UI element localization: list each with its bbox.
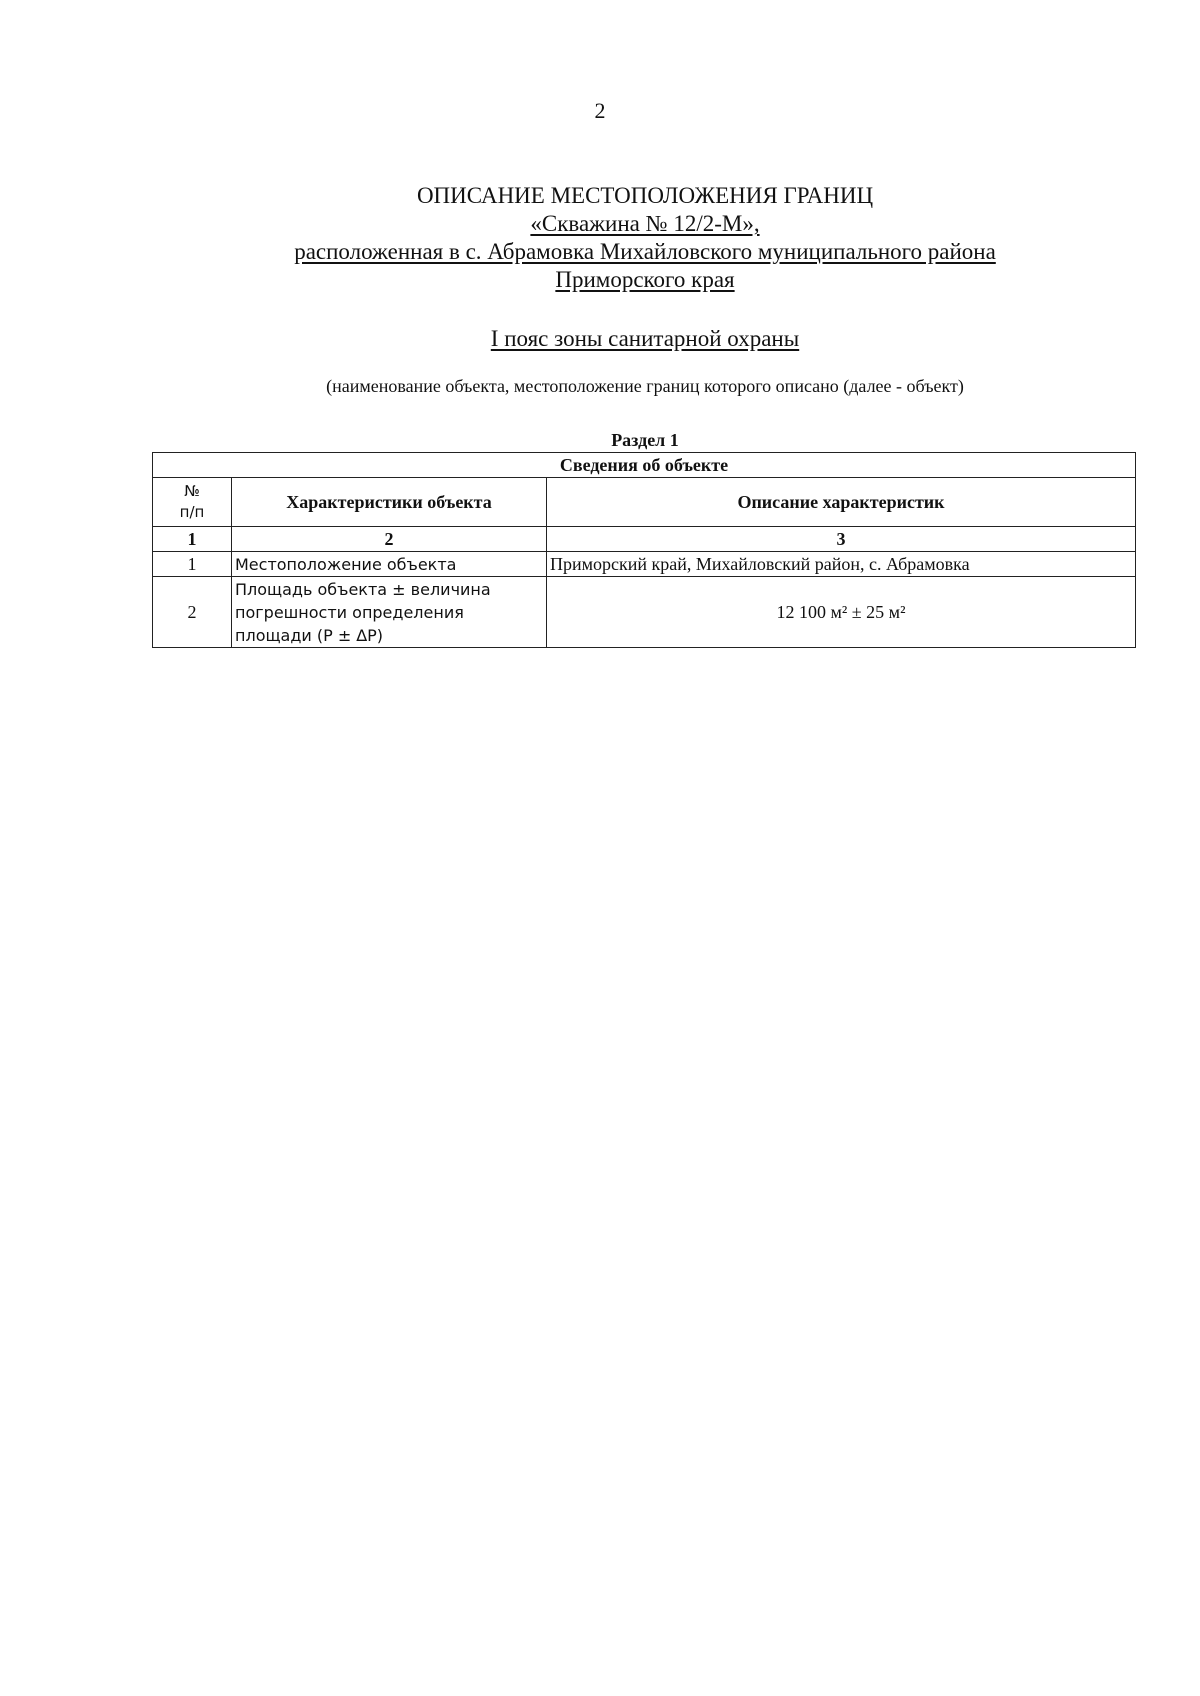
header-description: Описание характеристик [547, 478, 1136, 527]
object-info-table [152, 452, 1136, 648]
header-number [153, 478, 232, 527]
row-2-characteristic [232, 577, 547, 648]
object-location: расположенная в с. Абрамовка Михайловского муниципального района [294, 239, 996, 264]
document-title [150, 182, 1140, 294]
object-name: «Скважина № 12/2-М», [530, 211, 760, 236]
object-caption: (наименование объекта, местоположение границ которого описано (далее - объект) [326, 376, 964, 396]
table-row [153, 577, 1136, 648]
title-line-3 [150, 238, 1140, 266]
section-label: Раздел 1 [611, 430, 679, 450]
table-row [153, 552, 1136, 577]
row-2-description: 12 100 м² ± 25 м² [547, 577, 1136, 648]
row-1-characteristic: Местоположение объекта [232, 552, 547, 577]
page-number: 2 [594, 98, 606, 123]
table-title-row [153, 453, 1136, 478]
zone-text: I пояс зоны санитарной охраны [490, 326, 800, 351]
row-2-characteristic-line-1: Площадь объекта ± величина [235, 579, 491, 599]
column-number-2: 2 [232, 527, 547, 552]
table-header-row [153, 478, 1136, 527]
column-number-row [153, 527, 1136, 552]
row-2-characteristic-line-3: площади (Р ± ∆Р) [235, 625, 383, 645]
header-number-label: п/п [179, 503, 205, 521]
row-1-number: 1 [153, 552, 232, 577]
title-line-1: ОПИСАНИЕ МЕСТОПОЛОЖЕНИЯ ГРАНИЦ [416, 183, 874, 208]
header-number-symbol: № [184, 482, 200, 500]
object-region: Приморского края [555, 267, 735, 292]
zone-heading [150, 326, 1140, 352]
row-2-characteristic-line-2: погрешности определения [235, 602, 464, 622]
row-1-description: Приморский край, Михайловский район, с. Абрамовка [547, 552, 1136, 577]
table-title: Сведения об объекте [153, 453, 1136, 478]
header-characteristics: Характеристики объекта [232, 478, 547, 527]
row-2-number: 2 [153, 577, 232, 648]
column-number-1: 1 [153, 527, 232, 552]
title-line-2 [150, 210, 1140, 238]
column-number-3: 3 [547, 527, 1136, 552]
title-line-4 [150, 266, 1140, 294]
